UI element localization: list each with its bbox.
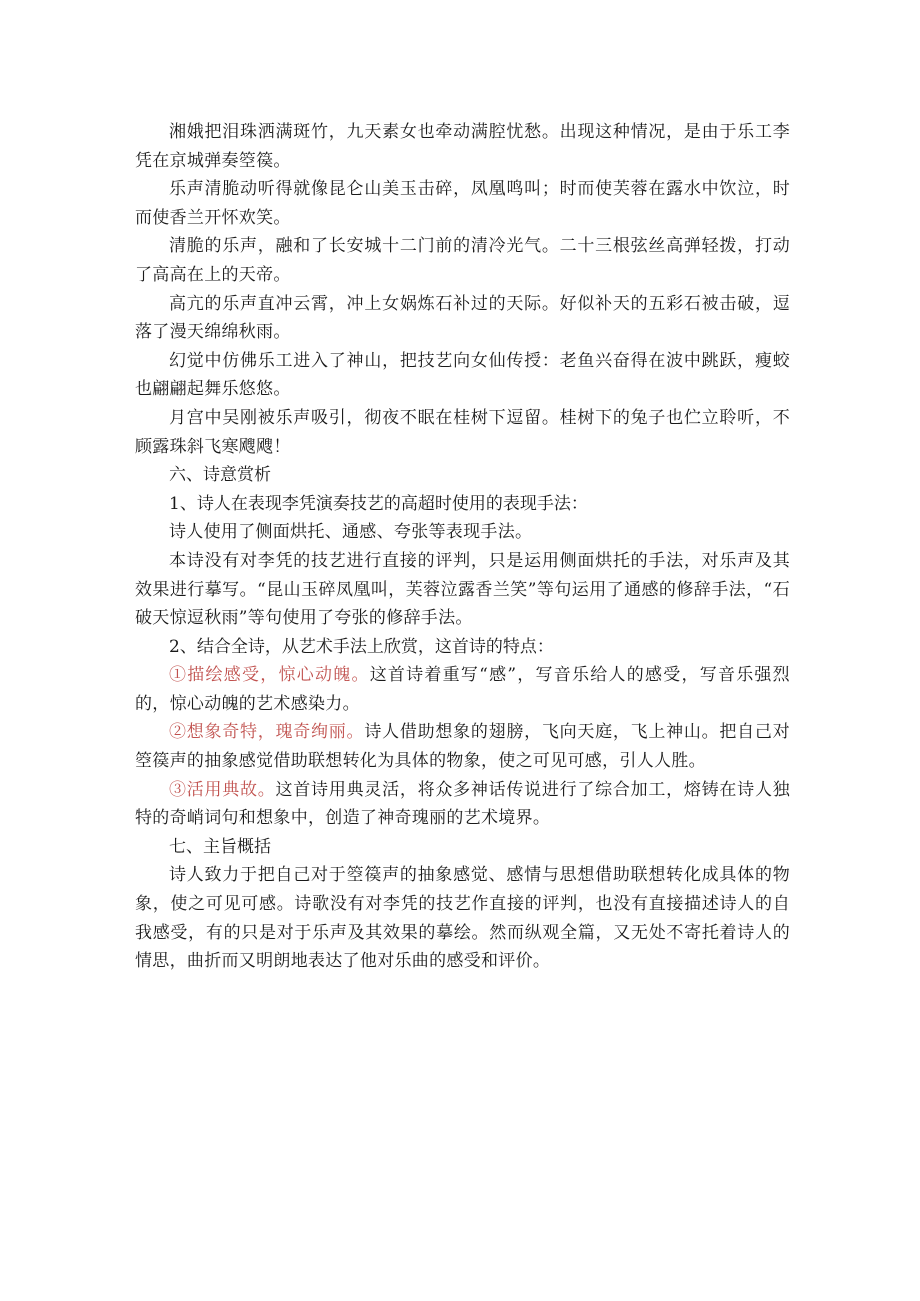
feature-point-2	[135, 718, 790, 775]
theme-summary: 诗人致力于把自己对于箜篌声的抽象感觉、感情与思想借助联想转化成具体的物象，使之可见可感。诗歌没有对李凭的技艺作直接的评判，也没有直接描述诗人的自我感受，有的只是对于乐声及其效果的摹绘。然而纵观全篇，又无处不寄托着诗人的情思，曲折而又明朗地表达了他对乐曲的感受和评价。	[135, 865, 790, 972]
feature-label: ①描绘感受，惊心动魄。	[169, 665, 370, 686]
feature-text: 诗人借助想象的翅膀，飞向天庭，飞上神山。把自己对箜篌声的抽象感觉借助联想转化为具体的物象，使之可见可感，引人人胜。	[135, 722, 790, 772]
section-heading-appreciation: 六、诗意赏析	[169, 465, 271, 486]
feature-label: ③活用典故。	[169, 779, 276, 800]
feature-text: 这首诗用典灵活，将众多神话传说进行了综合加工，熔铸在诗人独特的奇峭词句和想象中，创造了神奇瑰丽的艺术境界。	[135, 779, 790, 829]
section-heading-theme: 七、主旨概括	[169, 836, 271, 857]
question-heading-2: 2、结合全诗，从艺术手法上欣赏，这首诗的特点：	[169, 636, 554, 657]
translation-paragraph-2: 乐声清脆动听得就像昆仑山美玉击碎，凤凰鸣叫；时而使芙蓉在露水中饮泣，时而使香兰开怀欢笑。	[135, 179, 790, 228]
feature-point-3	[135, 776, 790, 833]
translation-paragraph-5: 幻觉中仿佛乐工进入了神山，把技艺向女仙传授：老鱼兴奋得在波中跳跃，瘦蛟也翩翩起舞乐悠悠。	[135, 350, 790, 400]
question-detail-1: 本诗没有对李凭的技艺进行直接的评判，只是运用侧面烘托的手法，对乐声及其效果进行摹写。“昆山玉碎凤凰叫，芙蓉泣露香兰笑”等句运用了通感的修辞手法，“石破天惊逗秋雨”等句使用了夸张的修辞手法。	[135, 550, 790, 629]
translation-paragraph-6: 月宫中吴刚被乐声吸引，彻夜不眠在桂树下逗留。桂树下的兔子也伫立聆听，不顾露珠斜飞寒飕飕！	[135, 407, 790, 457]
question-heading-1: 1、诗人在表现李凭演奏技艺的高超时使用的表现手法：	[169, 493, 588, 514]
question-answer-1: 诗人使用了侧面烘托、通感、夸张等表现手法。	[169, 522, 533, 543]
translation-paragraph-3: 清脆的乐声，融和了长安城十二门前的清冷光气。二十三根弦丝高弹轻拨，打动了高高在上的天帝。	[135, 236, 790, 285]
feature-point-1	[135, 661, 790, 718]
feature-label: ②想象奇特，瑰奇绚丽。	[169, 722, 365, 743]
translation-paragraph-1: 湘娥把泪珠洒满斑竹，九天素女也牵动满腔忧愁。出现这种情况，是由于乐工李凭在京城弹奏箜篌。	[135, 122, 790, 171]
feature-text: 这首诗着重写“感”，写音乐给人的感受，写音乐强烈的，惊心动魄的艺术感染力。	[135, 665, 790, 714]
document-page	[135, 118, 790, 976]
translation-paragraph-4: 高亢的乐声直冲云霄，冲上女娲炼石补过的天际。好似补天的五彩石被击破，逗落了漫天绵绵秋雨。	[135, 293, 790, 343]
